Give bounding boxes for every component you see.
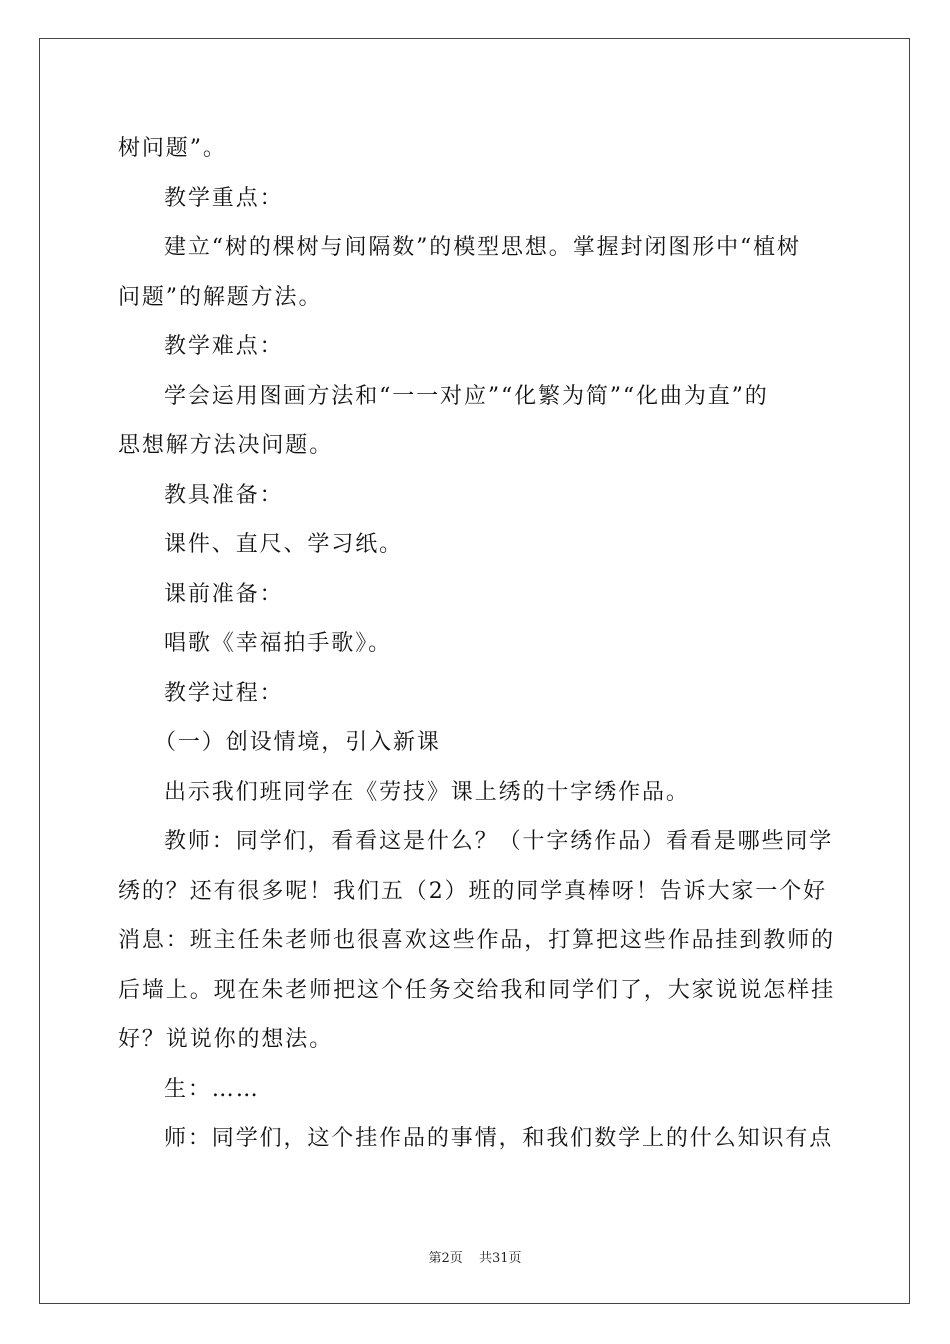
text-line: 出示我们班同学在《劳技》课上绣的十字绣作品。 [164,779,690,805]
heading-process: 教学过程： [164,680,284,706]
heading-teaching-aids: 教具准备： [164,482,284,508]
text-line: 消息：班主任朱老师也很喜欢这些作品，打算把这些作品挂到教师的 [118,928,836,953]
page-number: 第2页 [428,1251,463,1266]
text-line: 唱歌《幸福拍手歌》。 [164,631,393,656]
heading-key-points: 教学重点： [164,185,284,211]
page-footer [0,1247,950,1266]
text-line: 好？说说你的想法。 [118,1027,334,1052]
section-heading: （一）创设情境，引入新课 [154,730,441,755]
text-line: 学会运用图画方法和“一一对应”“化繁为简”“化曲为直”的 [164,383,769,409]
text-line: 思想解方法决问题。 [118,433,334,458]
heading-difficulties: 教学难点： [164,334,284,359]
text-line: 后墙上。现在朱老师把这个任务交给我和同学们了，大家说说怎样挂 [118,977,836,1003]
text-line: 建立“树的棵树与间隔数”的模型思想。掌握封闭图形中“植树 [164,235,801,260]
text-line: 树问题”。 [118,136,227,161]
text-line: 绣的？还有很多呢！我们五（2）班的同学真棒呀！告诉大家一个好 [118,878,827,904]
text-line: 问题”的解题方法。 [118,284,323,310]
text-line: 课件、直尺、学习纸。 [164,532,404,557]
document-body [118,124,836,1164]
text-line: 师：同学们，这个挂作品的事情，和我们数学上的什么知识有点 [164,1126,834,1151]
text-line: 生：…… [164,1076,260,1102]
page-total: 共31页 [478,1251,522,1266]
heading-pre-class: 课前准备： [164,581,284,607]
text-line: 教师：同学们，看看这是什么？（十字绣作品）看看是哪些同学 [164,829,834,854]
